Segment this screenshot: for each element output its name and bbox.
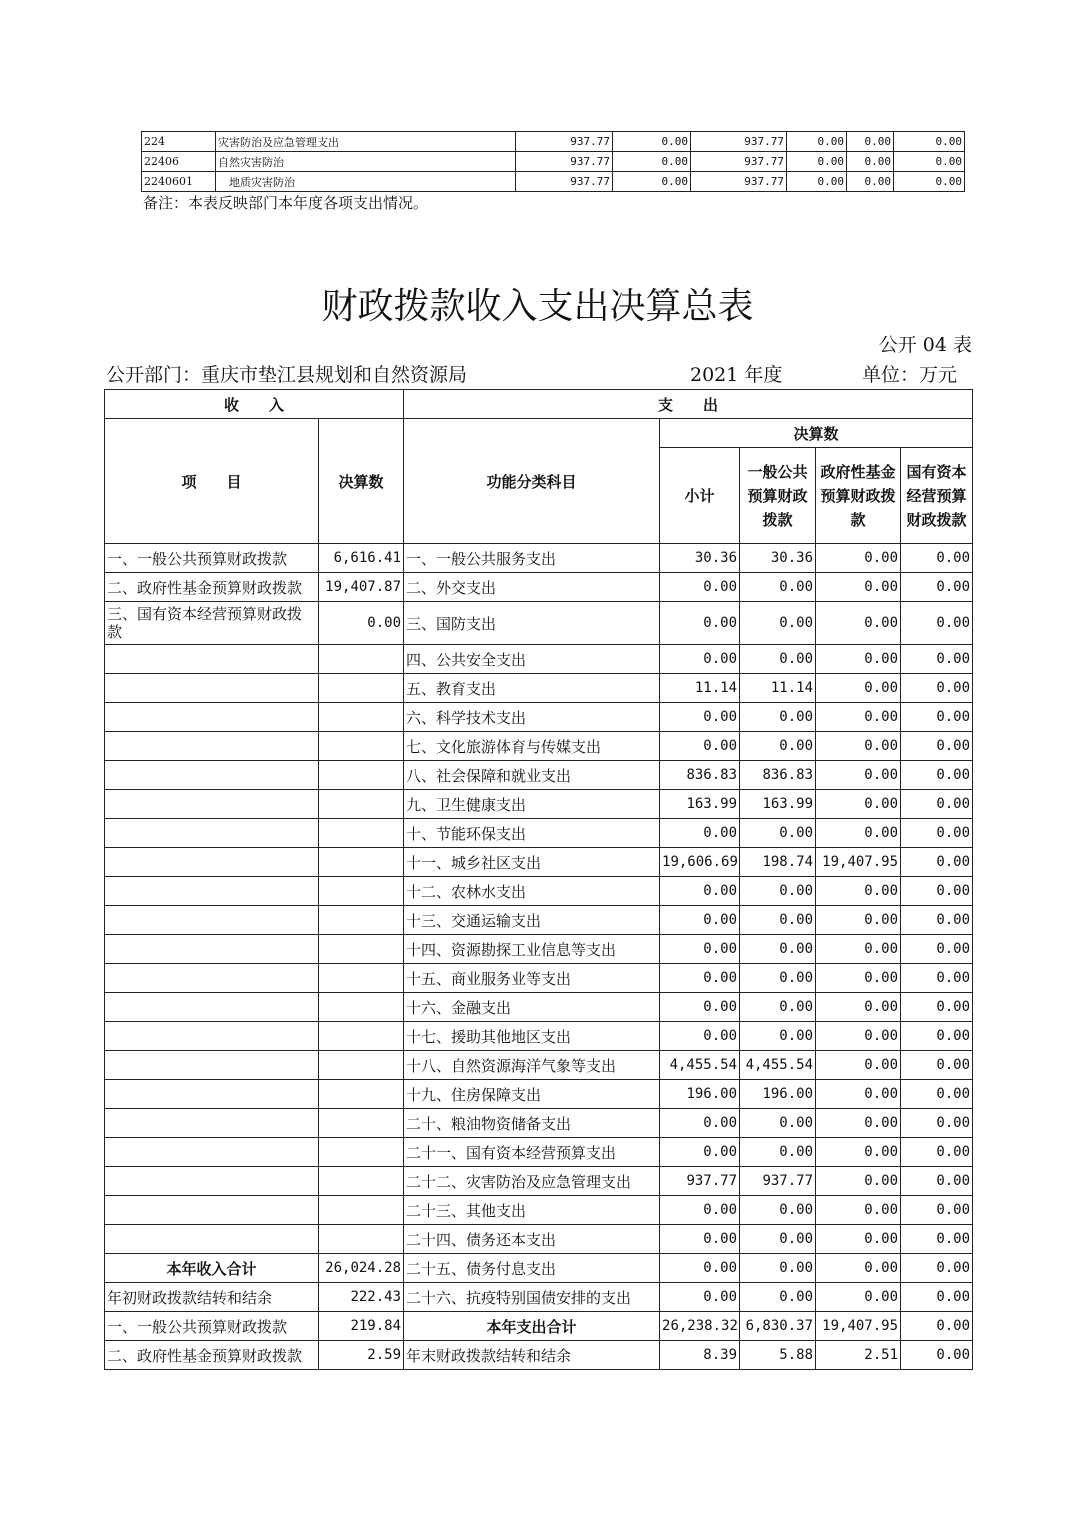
amount-cell: 0.00 xyxy=(613,132,691,152)
income-item xyxy=(105,877,319,906)
expense-amount: 0.00 xyxy=(816,602,901,645)
expense-amount: 19,407.95 xyxy=(816,848,901,877)
table-row xyxy=(105,1283,973,1312)
expense-item: 年末财政拨款结转和结余 xyxy=(404,1341,660,1370)
fund-budget-header: 政府性基金预算财政拨款 xyxy=(816,448,901,544)
expense-amount: 0.00 xyxy=(660,964,740,993)
table-row xyxy=(105,1254,973,1283)
expense-amount: 0.00 xyxy=(901,732,973,761)
expense-amount: 0.00 xyxy=(816,819,901,848)
expense-amount: 19,407.95 xyxy=(816,1312,901,1341)
amount-cell: 0.00 xyxy=(847,172,894,192)
expense-amount: 0.00 xyxy=(740,1283,816,1312)
expense-amount: 937.77 xyxy=(660,1167,740,1196)
state-capital-header: 国有资本经营预算财政拨款 xyxy=(901,448,973,544)
income-amount xyxy=(319,1196,404,1225)
expense-amount: 26,238.32 xyxy=(660,1312,740,1341)
expense-amount: 0.00 xyxy=(740,1022,816,1051)
expense-amount: 0.00 xyxy=(901,602,973,645)
subject-code: 22406 xyxy=(142,152,216,172)
income-amount xyxy=(319,993,404,1022)
income-amount xyxy=(319,819,404,848)
expense-item: 二十四、债务还本支出 xyxy=(404,1225,660,1254)
income-item xyxy=(105,1080,319,1109)
expense-amount: 30.36 xyxy=(660,544,740,573)
expense-amount: 2.51 xyxy=(816,1341,901,1370)
expense-item: 八、社会保障和就业支出 xyxy=(404,761,660,790)
expense-item: 十、节能环保支出 xyxy=(404,819,660,848)
expense-amount: 0.00 xyxy=(660,1022,740,1051)
expense-item: 十二、农林水支出 xyxy=(404,877,660,906)
expense-amount: 0.00 xyxy=(660,703,740,732)
expense-amount: 0.00 xyxy=(901,1312,973,1341)
table-row xyxy=(105,1341,973,1370)
expense-amount: 0.00 xyxy=(901,993,973,1022)
income-item xyxy=(105,906,319,935)
expense-item: 十三、交通运输支出 xyxy=(404,906,660,935)
expense-amount: 5.88 xyxy=(740,1341,816,1370)
table-row xyxy=(105,790,973,819)
expense-amount: 0.00 xyxy=(816,1283,901,1312)
income-amount xyxy=(319,935,404,964)
expense-amount: 0.00 xyxy=(660,602,740,645)
amount-cell: 0.00 xyxy=(787,172,847,192)
income-amount xyxy=(319,674,404,703)
expense-amount: 0.00 xyxy=(901,877,973,906)
income-item xyxy=(105,1167,319,1196)
expense-amount: 0.00 xyxy=(901,1051,973,1080)
expense-amount: 19,606.69 xyxy=(660,848,740,877)
table-row xyxy=(105,602,973,645)
income-item xyxy=(105,935,319,964)
income-amount xyxy=(319,703,404,732)
income-amount: 19,407.87 xyxy=(319,573,404,602)
income-header: 收 入 xyxy=(105,390,404,419)
expense-amount: 0.00 xyxy=(740,1196,816,1225)
expense-amount: 0.00 xyxy=(660,877,740,906)
income-amount xyxy=(319,1022,404,1051)
expense-amount: 0.00 xyxy=(816,1254,901,1283)
income-amount xyxy=(319,790,404,819)
expense-amount: 0.00 xyxy=(901,1283,973,1312)
expense-amount: 0.00 xyxy=(660,1196,740,1225)
income-item xyxy=(105,703,319,732)
expense-amount: 937.77 xyxy=(740,1167,816,1196)
table-row xyxy=(105,573,973,602)
table-row xyxy=(105,1138,973,1167)
expense-amount: 0.00 xyxy=(660,573,740,602)
expense-amount: 0.00 xyxy=(816,993,901,1022)
expense-item: 二十五、债务付息支出 xyxy=(404,1254,660,1283)
expense-amount: 0.00 xyxy=(660,732,740,761)
table-row xyxy=(105,645,973,674)
income-amount xyxy=(319,1167,404,1196)
expense-amount: 0.00 xyxy=(901,790,973,819)
expense-amount: 0.00 xyxy=(816,732,901,761)
expense-amount: 0.00 xyxy=(901,1225,973,1254)
income-item: 二、政府性基金预算财政拨款 xyxy=(105,1341,319,1370)
expense-amount: 0.00 xyxy=(660,906,740,935)
expense-amount: 0.00 xyxy=(660,819,740,848)
expense-item: 本年支出合计 xyxy=(404,1312,660,1341)
income-item xyxy=(105,1225,319,1254)
income-item xyxy=(105,1022,319,1051)
subject-name: 地质灾害防治 xyxy=(216,172,516,192)
table-row xyxy=(105,761,973,790)
fiscal-summary-table xyxy=(104,389,973,1370)
expense-amount: 0.00 xyxy=(740,993,816,1022)
amount-cell: 937.77 xyxy=(516,132,613,152)
table-row xyxy=(105,993,973,1022)
expense-amount: 0.00 xyxy=(816,935,901,964)
expense-item: 十六、金融支出 xyxy=(404,993,660,1022)
expense-amount: 0.00 xyxy=(740,964,816,993)
expense-amount: 0.00 xyxy=(740,906,816,935)
expense-amount: 196.00 xyxy=(740,1080,816,1109)
expense-amount: 0.00 xyxy=(816,1051,901,1080)
amount-cell: 937.77 xyxy=(516,152,613,172)
expense-amount: 0.00 xyxy=(816,1225,901,1254)
table-row xyxy=(105,848,973,877)
expense-item: 二十六、抗疫特别国债安排的支出 xyxy=(404,1283,660,1312)
expense-amount: 0.00 xyxy=(816,573,901,602)
expense-amount: 0.00 xyxy=(740,732,816,761)
expense-item: 十一、城乡社区支出 xyxy=(404,848,660,877)
amount-cell: 937.77 xyxy=(691,132,787,152)
amount-cell: 0.00 xyxy=(787,152,847,172)
table-row xyxy=(105,877,973,906)
amount-header: 决算数 xyxy=(319,419,404,544)
income-item: 二、政府性基金预算财政拨款 xyxy=(105,573,319,602)
income-item xyxy=(105,848,319,877)
table-row xyxy=(105,1167,973,1196)
expense-amount: 0.00 xyxy=(740,935,816,964)
table-row xyxy=(105,1051,973,1080)
income-amount xyxy=(319,1080,404,1109)
expense-amount: 0.00 xyxy=(740,819,816,848)
income-item xyxy=(105,993,319,1022)
expense-amount: 0.00 xyxy=(901,674,973,703)
expense-amount: 0.00 xyxy=(901,703,973,732)
expense-amount: 0.00 xyxy=(740,1254,816,1283)
table-row xyxy=(105,544,973,573)
amount-cell: 937.77 xyxy=(516,172,613,192)
income-item xyxy=(105,964,319,993)
table-row xyxy=(142,172,965,192)
expense-amount: 0.00 xyxy=(901,1109,973,1138)
income-item: 三、国有资本经营预算财政拨款 xyxy=(105,602,319,645)
expense-amount: 0.00 xyxy=(740,573,816,602)
expense-amount: 0.00 xyxy=(901,1022,973,1051)
table-row xyxy=(142,132,965,152)
department: 公开部门：重庆市垫江县规划和自然资源局 xyxy=(106,364,468,386)
income-item xyxy=(105,674,319,703)
expense-amount: 0.00 xyxy=(901,964,973,993)
function-header: 功能分类科目 xyxy=(404,419,660,544)
table-row xyxy=(105,732,973,761)
expense-amount: 0.00 xyxy=(740,877,816,906)
expense-item: 四、公共安全支出 xyxy=(404,645,660,674)
income-amount: 26,024.28 xyxy=(319,1254,404,1283)
expense-amount: 0.00 xyxy=(901,1254,973,1283)
expense-amount: 0.00 xyxy=(816,674,901,703)
income-amount xyxy=(319,1138,404,1167)
expense-amount: 0.00 xyxy=(901,761,973,790)
expense-detail-table xyxy=(141,131,965,192)
income-amount: 6,616.41 xyxy=(319,544,404,573)
expense-amount: 0.00 xyxy=(816,703,901,732)
final-header: 决算数 xyxy=(660,419,973,448)
expense-amount: 8.39 xyxy=(660,1341,740,1370)
expense-amount: 0.00 xyxy=(816,1167,901,1196)
expense-item: 十五、商业服务业等支出 xyxy=(404,964,660,993)
expense-amount: 163.99 xyxy=(740,790,816,819)
income-item: 年初财政拨款结转和结余 xyxy=(105,1283,319,1312)
expense-amount: 0.00 xyxy=(660,1225,740,1254)
expense-amount: 11.14 xyxy=(660,674,740,703)
expense-amount: 0.00 xyxy=(740,1138,816,1167)
table-row xyxy=(105,674,973,703)
amount-cell: 937.77 xyxy=(691,152,787,172)
expense-amount: 0.00 xyxy=(816,906,901,935)
table-row xyxy=(105,964,973,993)
expense-header: 支 出 xyxy=(404,390,973,419)
income-item xyxy=(105,1051,319,1080)
expense-amount: 0.00 xyxy=(901,1080,973,1109)
table-row xyxy=(105,935,973,964)
expense-amount: 4,455.54 xyxy=(740,1051,816,1080)
expense-amount: 6,830.37 xyxy=(740,1312,816,1341)
amount-cell: 0.00 xyxy=(787,132,847,152)
expense-amount: 11.14 xyxy=(740,674,816,703)
amount-cell: 0.00 xyxy=(613,152,691,172)
income-item xyxy=(105,1109,319,1138)
expense-amount: 0.00 xyxy=(816,544,901,573)
expense-item: 一、一般公共服务支出 xyxy=(404,544,660,573)
income-amount xyxy=(319,877,404,906)
expense-item: 十四、资源勘探工业信息等支出 xyxy=(404,935,660,964)
income-amount xyxy=(319,645,404,674)
table-row xyxy=(105,1312,973,1341)
income-amount: 2.59 xyxy=(319,1341,404,1370)
amount-cell: 0.00 xyxy=(847,152,894,172)
expense-amount: 30.36 xyxy=(740,544,816,573)
expense-amount: 0.00 xyxy=(740,602,816,645)
expense-amount: 0.00 xyxy=(816,1109,901,1138)
income-item: 一、一般公共预算财政拨款 xyxy=(105,544,319,573)
item-header: 项 目 xyxy=(105,419,319,544)
expense-item: 五、教育支出 xyxy=(404,674,660,703)
subject-code: 224 xyxy=(142,132,216,152)
expense-item: 二、外交支出 xyxy=(404,573,660,602)
expense-amount: 0.00 xyxy=(816,964,901,993)
general-budget-header: 一般公共预算财政拨款 xyxy=(740,448,816,544)
income-amount xyxy=(319,906,404,935)
income-item xyxy=(105,645,319,674)
expense-amount: 0.00 xyxy=(901,1341,973,1370)
expense-item: 十七、援助其他地区支出 xyxy=(404,1022,660,1051)
table-row xyxy=(105,1022,973,1051)
table-row xyxy=(142,152,965,172)
page-title: 财政拨款收入支出决算总表 xyxy=(321,286,754,327)
expense-amount: 0.00 xyxy=(816,877,901,906)
income-amount xyxy=(319,848,404,877)
expense-amount: 0.00 xyxy=(901,935,973,964)
expense-item: 二十一、国有资本经营预算支出 xyxy=(404,1138,660,1167)
expense-amount: 0.00 xyxy=(660,935,740,964)
expense-amount: 0.00 xyxy=(901,906,973,935)
expense-amount: 0.00 xyxy=(901,645,973,674)
income-amount xyxy=(319,1051,404,1080)
income-item: 一、一般公共预算财政拨款 xyxy=(105,1312,319,1341)
expense-amount: 0.00 xyxy=(901,1196,973,1225)
income-amount xyxy=(319,964,404,993)
expense-amount: 0.00 xyxy=(740,1225,816,1254)
income-amount: 219.84 xyxy=(319,1312,404,1341)
expense-amount: 4,455.54 xyxy=(660,1051,740,1080)
expense-amount: 0.00 xyxy=(816,1022,901,1051)
income-amount xyxy=(319,732,404,761)
income-item xyxy=(105,819,319,848)
expense-amount: 0.00 xyxy=(816,645,901,674)
expense-amount: 836.83 xyxy=(660,761,740,790)
amount-cell: 0.00 xyxy=(613,172,691,192)
income-item xyxy=(105,761,319,790)
expense-amount: 0.00 xyxy=(816,1080,901,1109)
expense-item: 六、科学技术支出 xyxy=(404,703,660,732)
expense-item: 十八、自然资源海洋气象等支出 xyxy=(404,1051,660,1080)
expense-amount: 0.00 xyxy=(660,1283,740,1312)
expense-amount: 0.00 xyxy=(740,645,816,674)
expense-amount: 0.00 xyxy=(660,993,740,1022)
year: 2021 年度 xyxy=(690,364,783,386)
amount-cell: 0.00 xyxy=(894,132,965,152)
amount-cell: 0.00 xyxy=(894,172,965,192)
expense-amount: 0.00 xyxy=(660,1109,740,1138)
income-amount: 222.43 xyxy=(319,1283,404,1312)
expense-item: 二十二、灾害防治及应急管理支出 xyxy=(404,1167,660,1196)
expense-amount: 0.00 xyxy=(816,790,901,819)
expense-item: 三、国防支出 xyxy=(404,602,660,645)
table-row xyxy=(105,1080,973,1109)
expense-amount: 836.83 xyxy=(740,761,816,790)
expense-amount: 0.00 xyxy=(660,645,740,674)
expense-amount: 0.00 xyxy=(816,761,901,790)
expense-amount: 0.00 xyxy=(816,1196,901,1225)
income-item xyxy=(105,1196,319,1225)
table-row xyxy=(105,1109,973,1138)
table-row xyxy=(105,1196,973,1225)
income-amount xyxy=(319,1109,404,1138)
income-amount: 0.00 xyxy=(319,602,404,645)
expense-amount: 0.00 xyxy=(660,1254,740,1283)
table-row xyxy=(105,703,973,732)
table-row xyxy=(105,906,973,935)
income-item xyxy=(105,1138,319,1167)
expense-amount: 0.00 xyxy=(660,1138,740,1167)
form-number: 公开 04 表 xyxy=(878,334,972,356)
expense-amount: 0.00 xyxy=(901,573,973,602)
amount-cell: 0.00 xyxy=(847,132,894,152)
expense-amount: 0.00 xyxy=(901,848,973,877)
expense-amount: 0.00 xyxy=(740,703,816,732)
amount-cell: 0.00 xyxy=(894,152,965,172)
expense-amount: 196.00 xyxy=(660,1080,740,1109)
expense-amount: 0.00 xyxy=(816,1138,901,1167)
income-item xyxy=(105,790,319,819)
expense-amount: 198.74 xyxy=(740,848,816,877)
subject-name: 自然灾害防治 xyxy=(216,152,516,172)
expense-item: 九、卫生健康支出 xyxy=(404,790,660,819)
expense-amount: 0.00 xyxy=(901,819,973,848)
income-item: 本年收入合计 xyxy=(105,1254,319,1283)
expense-amount: 0.00 xyxy=(901,1167,973,1196)
expense-item: 二十三、其他支出 xyxy=(404,1196,660,1225)
subject-code: 2240601 xyxy=(142,172,216,192)
income-amount xyxy=(319,761,404,790)
expense-item: 十九、住房保障支出 xyxy=(404,1080,660,1109)
expense-item: 二十、粮油物资储备支出 xyxy=(404,1109,660,1138)
expense-item: 七、文化旅游体育与传媒支出 xyxy=(404,732,660,761)
subtotal-header: 小计 xyxy=(660,448,740,544)
expense-amount: 0.00 xyxy=(901,544,973,573)
table-note: 备注：本表反映部门本年度各项支出情况。 xyxy=(143,194,429,212)
income-item xyxy=(105,732,319,761)
amount-cell: 937.77 xyxy=(691,172,787,192)
income-amount xyxy=(319,1225,404,1254)
expense-amount: 163.99 xyxy=(660,790,740,819)
expense-amount: 0.00 xyxy=(740,1109,816,1138)
subject-name: 灾害防治及应急管理支出 xyxy=(216,132,516,152)
table-row xyxy=(105,1225,973,1254)
expense-amount: 0.00 xyxy=(901,1138,973,1167)
unit: 单位：万元 xyxy=(862,364,958,386)
table-row xyxy=(105,819,973,848)
